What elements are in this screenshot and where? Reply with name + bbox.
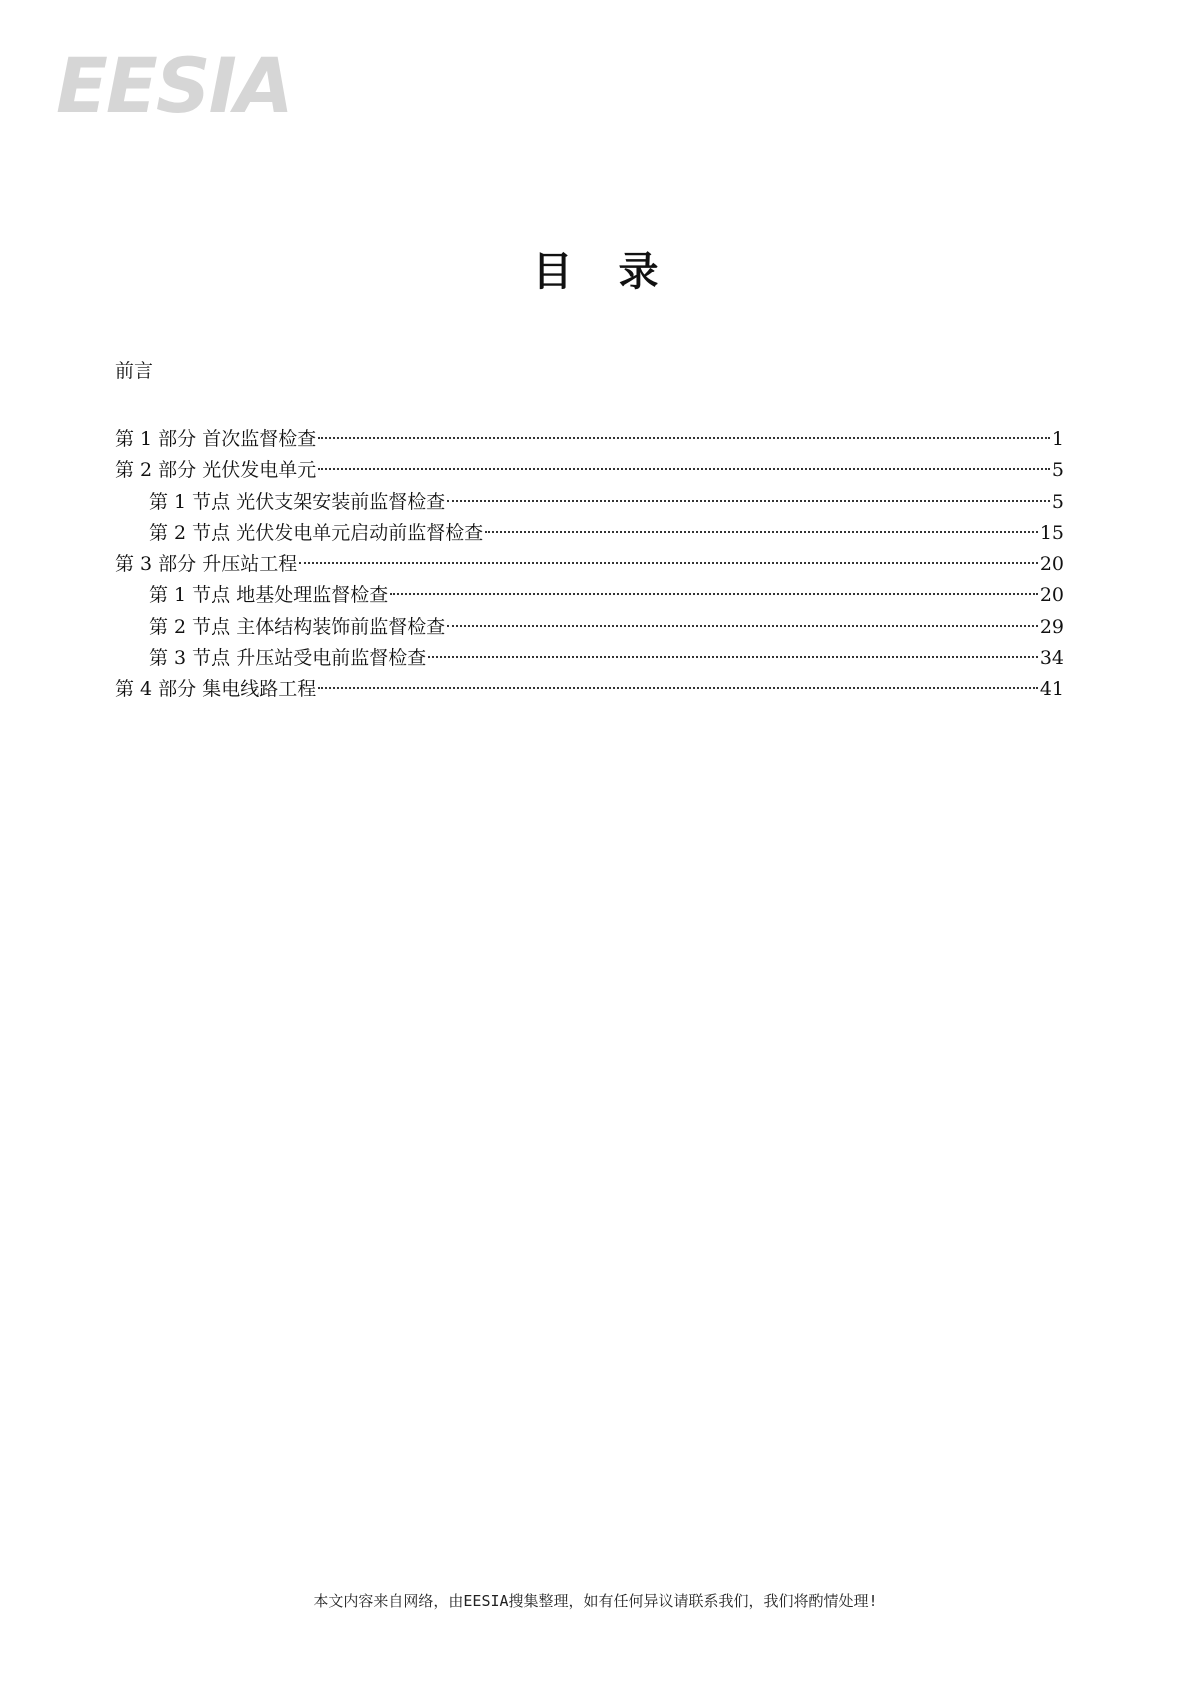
toc-page-number: 29	[1039, 615, 1064, 638]
toc-page-number: 5	[1051, 459, 1064, 482]
toc-entry-label: 第 4 部分 集电线路工程	[115, 678, 317, 701]
dot-leader	[428, 656, 1038, 658]
toc-page-number: 20	[1039, 553, 1064, 576]
table-of-contents	[115, 424, 1064, 706]
toc-entry-part-3[interactable]	[115, 549, 1064, 580]
toc-entry-part-2-node-2[interactable]	[115, 518, 1064, 549]
toc-entry-label: 第 3 部分 升压站工程	[115, 553, 298, 576]
dot-leader	[390, 593, 1038, 595]
toc-entry-part-1[interactable]	[115, 424, 1064, 455]
page-title: 目录	[532, 248, 705, 295]
toc-page-number: 41	[1039, 678, 1064, 701]
dot-leader	[318, 437, 1050, 439]
dot-leader	[299, 562, 1038, 564]
logo: EESIA	[56, 41, 292, 130]
toc-entry-label: 第 1 部分 首次监督检查	[115, 428, 317, 450]
toc-entry-label: 第 1 节点 地基处理监督检查	[149, 584, 389, 607]
toc-entry-part-2[interactable]	[115, 455, 1064, 486]
toc-entry-part-4[interactable]	[115, 674, 1064, 705]
toc-preface[interactable]: 前言	[115, 360, 154, 382]
toc-entry-label: 第 1 节点 光伏支架安装前监督检查	[149, 490, 446, 513]
toc-page-number: 1	[1051, 428, 1064, 450]
toc-entry-label: 第 3 节点 升压站受电前监督检查	[149, 647, 427, 670]
dot-leader	[447, 500, 1050, 502]
toc-entry-label: 第 2 部分 光伏发电单元	[115, 459, 317, 482]
toc-page-number: 20	[1039, 584, 1064, 607]
toc-entry-label: 第 2 节点 主体结构装饰前监督检查	[149, 615, 446, 638]
toc-entry-part-3-node-3[interactable]	[115, 643, 1064, 674]
dot-leader	[485, 531, 1038, 533]
dot-leader	[447, 625, 1038, 627]
toc-page-number: 34	[1039, 647, 1064, 670]
toc-entry-part-3-node-1[interactable]	[115, 580, 1064, 611]
dot-leader	[318, 468, 1050, 470]
dot-leader	[318, 687, 1038, 689]
toc-entry-part-3-node-2[interactable]	[115, 612, 1064, 643]
toc-entry-part-2-node-1[interactable]	[115, 487, 1064, 518]
toc-entry-label: 第 2 节点 光伏发电单元启动前监督检查	[149, 521, 484, 544]
toc-page-number: 15	[1039, 521, 1064, 544]
toc-page-number: 5	[1051, 490, 1064, 513]
footer-notice: 本文内容来自网络，由EESIA搜集整理，如有任何异议请联系我们，我们将酌情处理!	[313, 1592, 878, 1610]
